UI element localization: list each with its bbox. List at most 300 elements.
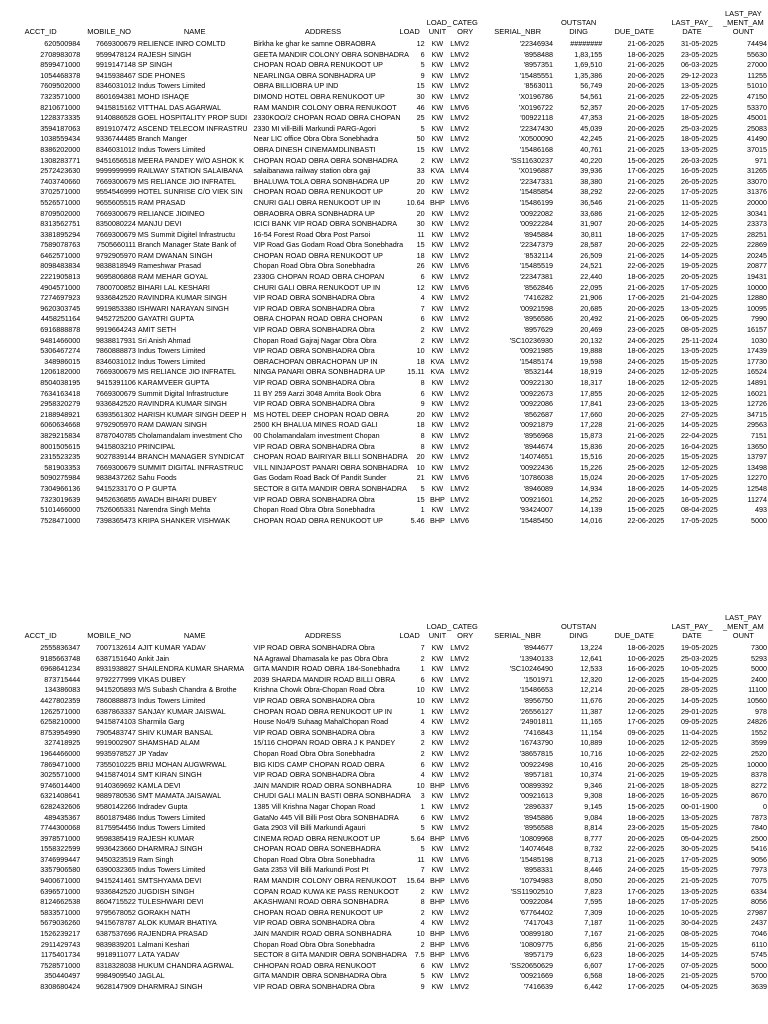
cell-load: 2: [420, 155, 425, 165]
cell-category: LMV2: [450, 759, 469, 769]
table-row: [0, 654, 768, 665]
cell-last-pay-date: 22-02-2025: [680, 748, 718, 758]
cell-mobile-no: 9919002907: [95, 738, 136, 748]
cell-last-pay-date: 13-05-2025: [680, 144, 718, 154]
cell-name: RELIANCE JIOINEO: [137, 208, 205, 218]
cell-last-pay-date: 14-05-2025: [680, 695, 718, 705]
cell-acct-id: 6258210000: [40, 717, 81, 727]
cell-outstanding: 14,016: [580, 515, 603, 525]
cell-last-pay-date: 14-05-2025: [680, 420, 718, 430]
cell-name: Indus Towers Limited: [137, 695, 206, 705]
cell-outstanding: 8,446: [584, 865, 603, 875]
cell-last-payment-amount: 74494: [747, 39, 767, 48]
cell-name: AJIT KUMAR YADAV: [137, 643, 206, 652]
cell-category: LMV6: [450, 897, 469, 907]
table-row: [0, 50, 768, 61]
cell-address: CHURI GALI OBRA RENUKOOT UP IN: [253, 282, 381, 292]
table-row: [0, 834, 768, 845]
header-serial-nbr: SERIAL_NBR: [494, 27, 541, 36]
cell-name: SHIV KUMAR BANSAL: [137, 727, 213, 737]
cell-mobile-no: 9336842520: [95, 886, 136, 896]
cell-load: 10: [416, 695, 425, 705]
cell-acct-id: 7589078763: [40, 240, 81, 250]
cell-name: SDE PHONES: [137, 70, 186, 80]
cell-mobile-no: 8931938827: [95, 664, 136, 674]
cell-acct-id: 327418925: [44, 738, 81, 748]
cell-serial-nbr: '13940133: [519, 653, 554, 663]
cell-load: 18: [416, 420, 425, 430]
header-load: LOAD: [399, 631, 420, 640]
cell-address: Chopan Road Obra Obra Sonebhadra: [253, 939, 375, 949]
cell-last-payment-amount: 10000: [747, 282, 767, 292]
cell-last-pay-date: 30-04-2025: [680, 918, 718, 928]
cell-load-unit: KW: [431, 134, 444, 144]
cell-last-pay-date: 17-05-2025: [680, 897, 718, 907]
cell-last-payment-amount: 11100: [748, 685, 767, 695]
cell-last-payment-amount: 5745: [751, 950, 767, 960]
table-row: [0, 940, 768, 951]
cell-load: 20: [416, 452, 425, 462]
cell-due-date: 20-06-2025: [627, 388, 665, 398]
table-row: [0, 230, 768, 241]
cell-address: OBRA DINESH CINEMAMDLINBASTI: [253, 144, 376, 154]
cell-acct-id: 2315523235: [40, 452, 81, 462]
cell-name: Indus Towers Limited: [137, 823, 206, 833]
cell-serial-nbr: '00921879: [519, 420, 554, 430]
cell-last-pay-date: 13-05-2025: [680, 812, 718, 822]
table-row: [0, 897, 768, 908]
cell-outstanding: 8,777: [584, 833, 603, 843]
cell-acct-id: 6968641234: [40, 664, 81, 674]
cell-last-pay-date: 15-05-2025: [680, 823, 718, 833]
cell-outstanding: 20,469: [580, 325, 603, 335]
cell-last-pay-date: 05-04-2025: [680, 833, 718, 843]
cell-load-unit: KW: [431, 272, 444, 282]
cell-load: 20: [416, 208, 425, 218]
table-row: [0, 378, 768, 389]
cell-load: 33: [416, 166, 425, 176]
cell-due-date: 21-06-2025: [627, 780, 665, 790]
cell-address: CHOPAN ROAD OBRA RENUKOOT UP: [253, 187, 383, 197]
cell-last-pay-date: 12-05-2025: [680, 462, 718, 472]
cell-acct-id: 4458251164: [40, 314, 81, 324]
cell-category: LMV2: [450, 49, 469, 59]
cell-outstanding: 14,252: [580, 494, 603, 504]
cell-acct-id: 9185663748: [40, 653, 81, 663]
cell-category: LMV2: [450, 462, 469, 472]
cell-serial-nbr: '16743790: [519, 738, 554, 748]
cell-serial-nbr: '15485174: [519, 356, 554, 366]
cell-due-date: 21-06-2025: [627, 197, 665, 207]
cell-last-payment-amount: 5000: [751, 515, 767, 525]
cell-due-date: 20-06-2025: [627, 219, 665, 229]
cell-mobile-no: 9795678052: [95, 907, 136, 917]
cell-mobile-no: 8604715522: [95, 897, 136, 907]
cell-name: MOHD ISHAQE: [137, 91, 190, 101]
cell-due-date: 17-06-2025: [627, 982, 665, 991]
cell-name: LATA YADAV: [137, 950, 180, 960]
cell-serial-nbr: 'SC10246490: [509, 664, 554, 674]
cell-outstanding: 20,685: [580, 303, 603, 313]
cell-name: MS RELIANCE JIO INFRATEL: [137, 176, 237, 186]
cell-name: GOEL HOSPITALITY PROP SUDI: [137, 113, 248, 123]
cell-serial-nbr: '26556127: [519, 706, 554, 716]
cell-last-pay-date: 13-05-2025: [680, 303, 718, 313]
cell-outstanding: 40,761: [580, 144, 603, 154]
cell-category: LMV2: [450, 219, 469, 229]
cell-address: 2330 MI vill-Billi Markundi PARG-Agori: [253, 123, 376, 133]
table-row: [0, 134, 768, 145]
cell-load: 3: [420, 791, 425, 801]
header-address: ADDRESS: [304, 631, 342, 640]
cell-load-unit: KW: [431, 653, 444, 663]
cell-last-payment-amount: 45001: [747, 113, 767, 123]
cell-outstanding: 10,889: [580, 738, 603, 748]
cell-acct-id: 4904571000: [40, 282, 81, 292]
cell-category: LMV2: [450, 134, 469, 144]
cell-address: AKASHWANI ROAD OBRA SONBHADRA: [253, 897, 389, 907]
cell-load-unit: KW: [431, 886, 444, 896]
cell-last-pay-date: 18-05-2025: [680, 134, 718, 144]
cell-address: NINGA PANARI OBRA SONBHADRA UP: [253, 367, 386, 377]
cell-last-payment-amount: 12548: [747, 483, 767, 493]
cell-address: CHOPAN ROAD OBRA RENUKOOT UP: [253, 515, 383, 525]
table-row: [0, 92, 768, 103]
cell-due-date: 20-06-2025: [627, 876, 665, 886]
cell-last-payment-amount: 53370: [747, 102, 767, 112]
table-row: [0, 240, 768, 251]
cell-outstanding: 9,308: [584, 791, 603, 801]
cell-mobile-no: 9451656518: [95, 155, 136, 165]
cell-load: 7: [420, 643, 425, 652]
cell-load-unit: KW: [431, 176, 444, 186]
cell-name: HARISH KUMAR SINGH DEEP H: [137, 409, 247, 419]
cell-acct-id: 1308283771: [40, 155, 81, 165]
cell-last-pay-date: 28-05-2025: [680, 685, 718, 695]
cell-category: LMV2: [450, 81, 469, 91]
cell-acct-id: 3357906580: [40, 865, 81, 875]
table-row: [0, 209, 768, 220]
cell-due-date: 20-06-2025: [627, 81, 665, 91]
table-row: [0, 261, 768, 272]
cell-mobile-no: 6393561302: [95, 409, 136, 419]
cell-acct-id: 9746014400: [40, 780, 81, 790]
cell-name: Narendra Singh Mehta: [137, 505, 211, 515]
cell-category: LMV2: [450, 325, 469, 335]
cell-address: CINEMA ROAD OBRA RENUKOOT UP: [253, 833, 381, 843]
cell-serial-nbr: '00922084: [519, 897, 554, 907]
cell-load-unit: KW: [431, 208, 444, 218]
cell-last-payment-amount: 17730: [747, 356, 767, 366]
cell-address: CHHOPAN ROAD OBRA RENUKOOT: [253, 960, 377, 970]
cell-last-pay-date: 21-04-2025: [680, 293, 718, 303]
cell-name: Cholamandalam investment Cho: [137, 430, 243, 440]
cell-mobile-no: 9792905970: [95, 250, 136, 260]
cell-last-pay-date: 12-05-2025: [680, 388, 718, 398]
cell-category: LMV6: [450, 261, 469, 271]
cell-serial-nbr: '22346934: [519, 39, 554, 48]
cell-load: 10: [416, 929, 425, 939]
cell-serial-nbr: '15486653: [519, 685, 554, 695]
cell-last-pay-date: 13-05-2025: [680, 399, 718, 409]
table-row: [0, 39, 768, 50]
cell-name: JAGLAL: [137, 971, 165, 981]
cell-load: 8: [420, 897, 425, 907]
cell-last-payment-amount: 10095: [747, 303, 767, 313]
cell-due-date: 20-06-2025: [627, 473, 665, 483]
cell-category: LMV2: [450, 982, 469, 991]
cell-address: Gata 2903 Vill Billi Markundi Agauri: [253, 823, 366, 833]
cell-serial-nbr: '00922118: [520, 113, 554, 123]
cell-last-payment-amount: 55630: [747, 49, 767, 59]
cell-load-unit: KW: [431, 293, 444, 303]
cell-address: 2039 SHARDA MANDIR ROAD BILLI OBRA: [253, 674, 396, 684]
table-row: [0, 336, 768, 347]
cell-last-payment-amount: 978: [755, 706, 767, 716]
cell-serial-nbr: '8563011: [524, 81, 554, 91]
cell-mobile-no: 8346031012: [95, 356, 136, 366]
cell-mobile-no: 8787040785: [95, 430, 136, 440]
cell-last-pay-date: 26-03-2025: [680, 155, 718, 165]
table-row: [0, 198, 768, 209]
cell-category: LMV2: [450, 505, 469, 515]
cell-due-date: 21-06-2025: [627, 91, 665, 101]
cell-name: Sahu Foods: [137, 473, 177, 483]
cell-acct-id: 3746999447: [40, 854, 81, 864]
cell-serial-nbr: '8958488: [523, 49, 554, 59]
cell-mobile-no: 7007132614: [95, 643, 136, 652]
cell-address: Gas Godam Road Back Of Pandit Sunder: [253, 473, 387, 483]
cell-last-payment-amount: 7151: [751, 430, 767, 440]
cell-load-unit: KVA: [430, 367, 445, 377]
cell-load-unit: KW: [431, 388, 444, 398]
cell-load: 4: [420, 293, 425, 303]
cell-serial-nbr: '8958331: [523, 865, 554, 875]
cell-load: 1: [420, 801, 425, 811]
cell-serial-nbr: '15486168: [519, 144, 554, 154]
cell-load-unit: KW: [431, 918, 444, 928]
cell-due-date: 21-06-2025: [627, 208, 665, 218]
cell-outstanding: 1,69,510: [574, 60, 603, 70]
cell-load-unit: BHP: [430, 929, 445, 939]
cell-last-pay-date: 04-05-2025: [680, 982, 718, 991]
table-row: [0, 251, 768, 262]
cell-load: 2: [420, 738, 425, 748]
cell-due-date: 18-06-2025: [627, 643, 665, 652]
cell-last-payment-amount: 6110: [751, 939, 767, 949]
header-category: CATEG ORY: [452, 18, 478, 36]
cell-serial-nbr: '10809775: [519, 939, 554, 949]
cell-name: KRIPA SHANKER VISHWAK: [137, 515, 231, 525]
cell-due-date: 17-06-2025: [627, 960, 665, 970]
cell-outstanding: 8,050: [584, 876, 603, 886]
table-row: [0, 961, 768, 972]
cell-outstanding: 6,856: [584, 939, 603, 949]
cell-mobile-no: 9415241461: [95, 876, 136, 886]
cell-outstanding: 8,814: [584, 823, 603, 833]
cell-outstanding: 22,440: [580, 272, 603, 282]
cell-last-pay-date: 26-05-2025: [680, 176, 718, 186]
cell-address: VIP ROAD OBRA SONBHADRA Obra: [253, 727, 375, 737]
cell-last-pay-date: 17-05-2025: [680, 473, 718, 483]
cell-address: 1385 Vill Krishna Nagar Chopan Road: [253, 801, 376, 811]
cell-last-pay-date: 17-05-2025: [680, 187, 718, 197]
cell-acct-id: 6916888878: [40, 325, 81, 335]
cell-mobile-no: 9336744485: [95, 134, 136, 144]
cell-category: LMV6: [450, 854, 469, 864]
cell-category: LMV2: [450, 483, 469, 493]
cell-category: LMV2: [450, 748, 469, 758]
cell-last-pay-date: 14-05-2025: [680, 950, 718, 960]
cell-address: SECTOR 8 GITA MANDIR OBRA SONBHADRA: [253, 950, 407, 960]
cell-outstanding: 6,623: [584, 950, 603, 960]
cell-load-unit: KW: [431, 452, 444, 462]
cell-acct-id: 7528471000: [40, 515, 81, 525]
table-row: [0, 770, 768, 781]
cell-address: CHOPAN ROAD OBRA OBRA SONBHADRA: [253, 155, 398, 165]
cell-category: LMV2: [450, 303, 469, 313]
cell-load: 5: [420, 844, 425, 854]
table-row: [0, 516, 768, 527]
cell-category: LMV2: [450, 674, 469, 684]
cell-due-date: 21-06-2025: [627, 250, 665, 260]
cell-load: 6: [420, 812, 425, 822]
cell-outstanding: 7,595: [584, 897, 603, 907]
cell-name: Indus Towers Limited: [137, 812, 206, 822]
cell-name: Branch Manager State Bank of: [137, 240, 237, 250]
cell-address: GITA MANDIR OBRA SONBHADRA Obra: [253, 971, 387, 981]
cell-load-unit: KW: [431, 314, 444, 324]
cell-serial-nbr: '93424007: [519, 505, 554, 515]
cell-mobile-no: 8601879486: [95, 812, 136, 822]
cell-serial-nbr: '7416282: [523, 293, 554, 303]
cell-acct-id: 7609502000: [40, 81, 81, 91]
cell-load: 15: [416, 240, 425, 250]
cell-outstanding: 45,039: [580, 123, 603, 133]
header-row: [0, 0, 768, 39]
table-row: [0, 643, 768, 654]
cell-serial-nbr: '00922086: [519, 399, 554, 409]
header-outstanding: OUTSTAN DING: [560, 18, 597, 36]
cell-category: LMV2: [450, 823, 469, 833]
cell-acct-id: 2708983078: [40, 49, 81, 59]
cell-load-unit: BHP: [430, 197, 445, 207]
cell-due-date: 18-06-2025: [627, 272, 665, 282]
cell-due-date: 20-06-2025: [627, 441, 665, 451]
cell-acct-id: 8313562751: [40, 219, 81, 229]
cell-last-pay-date: 17-05-2025: [680, 854, 718, 864]
cell-mobile-no: 8601694381: [95, 91, 136, 101]
accounts-table-lower: [0, 604, 768, 993]
cell-outstanding: 6,607: [584, 960, 603, 970]
cell-load-unit: KW: [431, 960, 444, 970]
cell-name: GAYATRI GUPTA: [137, 314, 195, 324]
table-row: [0, 865, 768, 876]
cell-serial-nbr: 'X0500090: [518, 134, 554, 144]
cell-category: LMV2: [450, 356, 469, 366]
cell-due-date: 17-06-2025: [627, 886, 665, 896]
cell-last-payment-amount: 12880: [747, 293, 767, 303]
cell-load-unit: BHP: [430, 897, 445, 907]
header-address: ADDRESS: [304, 27, 342, 36]
cell-mobile-no: 9415938467: [95, 70, 136, 80]
cell-due-date: 23-06-2025: [627, 823, 665, 833]
header-load: LOAD: [399, 27, 420, 36]
cell-category: LMV2: [450, 113, 469, 123]
cell-outstanding: 8,713: [584, 854, 603, 864]
table-row: [0, 293, 768, 304]
cell-category: LMV2: [450, 430, 469, 440]
cell-last-payment-amount: 8378: [751, 770, 767, 780]
header-last-payment-amount: LAST_PAY _MENT_AM OUNT: [722, 9, 764, 36]
table-row: [0, 60, 768, 71]
cell-category: LMV2: [450, 844, 469, 854]
cell-last-payment-amount: 41490: [747, 134, 767, 144]
cell-outstanding: 7,187: [584, 918, 603, 928]
table-row: [0, 844, 768, 855]
table-row: [0, 823, 768, 834]
cell-address: 15/116 CHOPAN ROAD OBRA J K PANDEY: [253, 738, 396, 748]
cell-load: 6: [420, 272, 425, 282]
cell-load: 3: [420, 727, 425, 737]
cell-category: LMV2: [450, 70, 469, 80]
header-acct-id: ACCT_ID: [24, 631, 57, 640]
cell-mobile-no: 9889780536: [95, 791, 136, 801]
table-row: [0, 314, 768, 325]
cell-category: LMV2: [450, 409, 469, 419]
cell-due-date: 20-06-2025: [627, 685, 665, 695]
table-row: [0, 81, 768, 92]
cell-acct-id: 8753954990: [40, 727, 81, 737]
cell-category: LMV2: [450, 123, 469, 133]
cell-due-date: 21-06-2025: [627, 430, 665, 440]
cell-outstanding: 33,686: [580, 208, 603, 218]
cell-load-unit: KW: [431, 854, 444, 864]
cell-last-payment-amount: 7840: [751, 823, 767, 833]
table-row: [0, 781, 768, 792]
cell-last-pay-date: 20-05-2025: [680, 272, 718, 282]
cell-address: VIP ROAD OBRA SONBHADRA Obra: [253, 982, 375, 991]
cell-due-date: 21-06-2025: [627, 113, 665, 123]
table-row: [0, 166, 768, 177]
cell-mobile-no: 9792277999: [95, 674, 136, 684]
cell-load-unit: KW: [431, 187, 444, 197]
cell-load-unit: KW: [431, 219, 444, 229]
cell-due-date: 24-06-2025: [627, 367, 665, 377]
cell-category: LMV6: [450, 282, 469, 292]
table-row: [0, 304, 768, 315]
cell-load: 15.11: [407, 367, 425, 377]
cell-last-pay-date: 13-05-2025: [680, 886, 718, 896]
cell-last-payment-amount: 10000: [747, 759, 767, 769]
cell-load: 20: [416, 187, 425, 197]
cell-load-unit: KW: [431, 823, 444, 833]
cell-address: 2330KOO/2 CHOPAN ROAD OBRA CHOPAN: [253, 113, 401, 123]
cell-name: M/S Subash Chandra & Brothe: [137, 685, 237, 695]
table-row: [0, 442, 768, 453]
cell-mobile-no: 7860888873: [95, 346, 136, 356]
cell-due-date: 25-06-2025: [627, 462, 665, 472]
cell-name: SMTSHYAMA DEVI: [137, 876, 202, 886]
cell-due-date: 21-06-2025: [627, 39, 665, 48]
cell-serial-nbr: '22347379: [519, 240, 554, 250]
cell-name: KAMLA DEVI: [137, 780, 181, 790]
cell-load-unit: KW: [431, 441, 444, 451]
cell-outstanding: 19,888: [580, 346, 603, 356]
cell-load: 30: [416, 91, 425, 101]
cell-serial-nbr: '8956750: [523, 695, 554, 705]
table-row: [0, 71, 768, 82]
